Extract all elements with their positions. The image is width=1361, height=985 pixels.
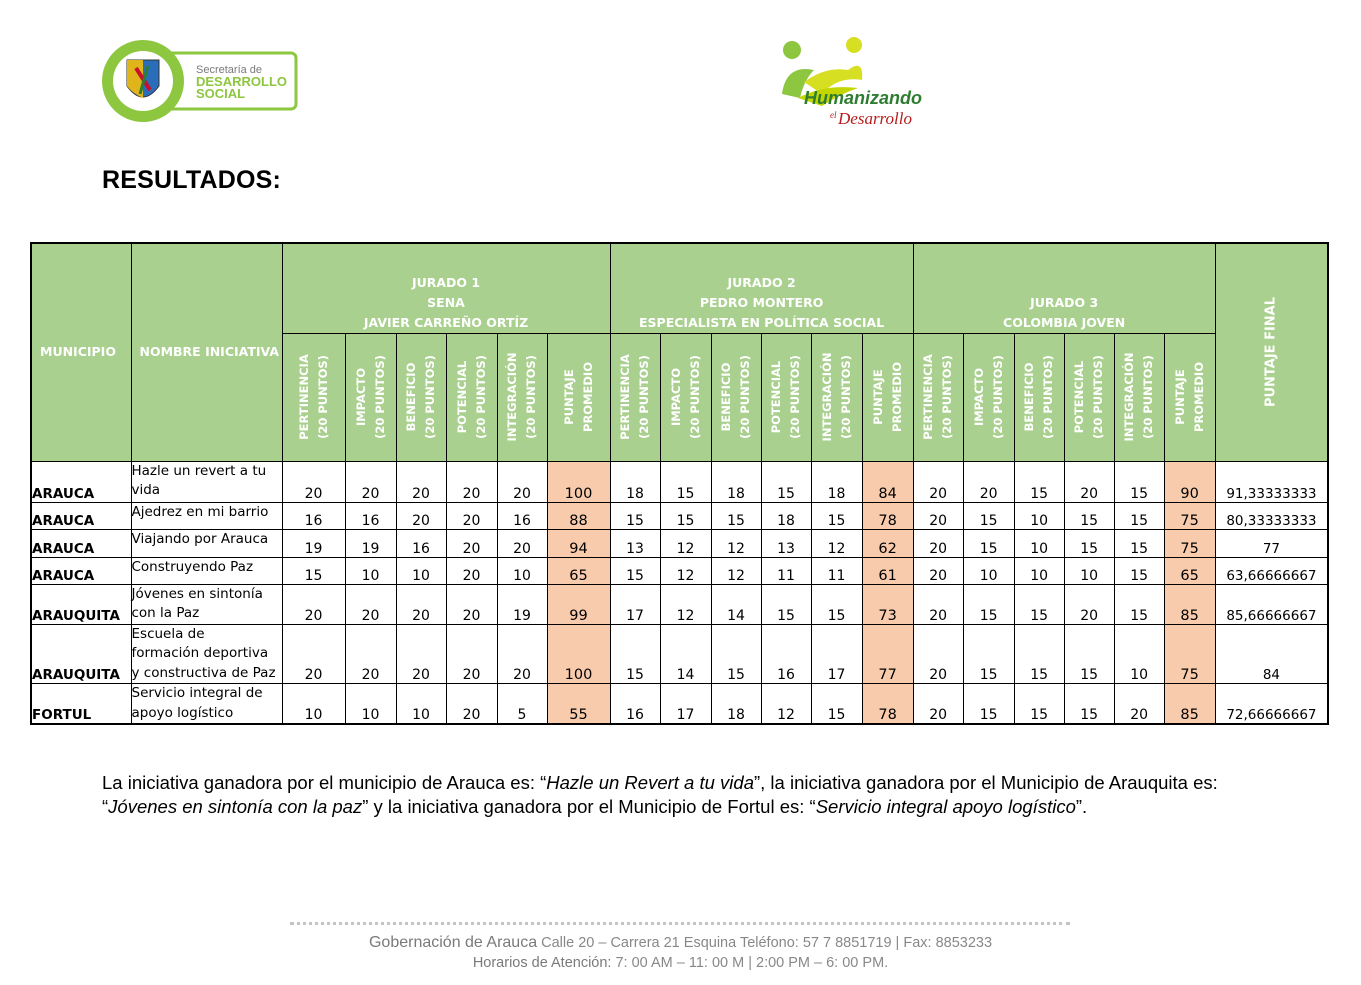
footer-address — [0, 934, 1361, 952]
iniciativa-cell — [131, 624, 282, 684]
score-cell: 10 — [396, 557, 446, 584]
score-cell: 12 — [761, 684, 811, 725]
criteria-label: (20 PUNTOS) — [687, 355, 702, 439]
criteria-label: (20 PUNTOS) — [1091, 355, 1106, 439]
criteria-label: (20 PUNTOS) — [473, 355, 488, 439]
score-cell: 20 — [345, 624, 396, 684]
score-cell: 11 — [811, 557, 862, 584]
criteria-header — [446, 333, 497, 461]
score-cell: 19 — [345, 529, 396, 557]
score-cell: 17 — [660, 684, 711, 725]
jurado-3-title: JURADO 3 — [1030, 294, 1099, 310]
score-cell: 16 — [761, 624, 811, 684]
iniciativa-line: Jóvenes en sintonía — [131, 585, 263, 602]
score-cell: 18 — [811, 461, 862, 502]
score-cell: 20 — [913, 684, 963, 725]
page-title: RESULTADOS: — [102, 166, 282, 194]
criteria-label: (20 PUNTOS) — [990, 355, 1005, 439]
iniciativa-line: con la Paz — [131, 605, 200, 621]
header-jurado-2 — [610, 243, 913, 333]
criteria-label: PUNTAJE — [561, 369, 576, 425]
footer-hours-text: 7: 00 AM – 11: 00 M | 2:00 PM – 6: 00 PM. — [611, 955, 889, 971]
score-cell: 12 — [811, 529, 862, 557]
score-cell: 15 — [660, 502, 711, 529]
score-cell: 15 — [1114, 529, 1164, 557]
footer-hours — [0, 955, 1361, 971]
score-cell: 20 — [396, 502, 446, 529]
score-cell: 20 — [913, 502, 963, 529]
criteria-label: (20 PUNTOS) — [838, 355, 853, 439]
svg-text:Humanizando: Humanizando — [804, 88, 923, 108]
criteria-header — [660, 333, 711, 461]
criteria-label: POTENCIAL — [1072, 360, 1087, 434]
score-cell: 10 — [396, 684, 446, 725]
winner-fortul: Servicio integral apoyo logístico — [815, 796, 1076, 817]
puntaje-promedio-cell: 61 — [862, 557, 913, 584]
criteria-label: BENEFICIO — [404, 362, 418, 432]
score-cell: 20 — [963, 461, 1014, 502]
score-cell: 19 — [282, 529, 345, 557]
score-cell: 20 — [1064, 461, 1114, 502]
puntaje-promedio-cell: 77 — [862, 624, 913, 684]
puntaje-promedio-cell: 84 — [862, 461, 913, 502]
criteria-header — [862, 333, 913, 461]
municipio-cell: ARAUCA — [31, 502, 131, 529]
criteria-header — [1114, 333, 1164, 461]
puntaje-promedio-cell: 78 — [862, 684, 913, 725]
criteria-label: (20 PUNTOS) — [372, 355, 387, 439]
results-table — [30, 242, 1329, 725]
score-cell: 20 — [446, 584, 497, 624]
score-cell: 20 — [396, 461, 446, 502]
table-row — [31, 502, 1328, 529]
score-cell: 20 — [446, 461, 497, 502]
score-cell: 20 — [446, 529, 497, 557]
jurado-1-org: SENA — [427, 294, 465, 310]
score-cell: 10 — [1064, 557, 1114, 584]
municipio-cell: ARAUCA — [31, 557, 131, 584]
score-cell: 15 — [1064, 624, 1114, 684]
score-cell: 15 — [963, 584, 1014, 624]
score-cell: 16 — [497, 502, 547, 529]
criteria-label: PUNTAJE — [870, 369, 885, 425]
score-cell: 15 — [1064, 684, 1114, 725]
score-cell: 16 — [345, 502, 396, 529]
footer-address-text: Calle 20 – Carrera 21 Esquina Teléfono: 57 7 8851719 | Fax: 8853233 — [537, 935, 993, 951]
score-cell: 20 — [446, 557, 497, 584]
criteria-label: PROMEDIO — [580, 362, 595, 432]
score-cell: 20 — [282, 461, 345, 502]
winner-arauca: Hazle un Revert a tu vida — [546, 772, 754, 793]
puntaje-promedio-cell: 90 — [1164, 461, 1215, 502]
header-puntaje-final — [1215, 243, 1328, 461]
score-cell: 15 — [1014, 461, 1064, 502]
score-cell: 12 — [711, 557, 761, 584]
score-cell: 15 — [761, 461, 811, 502]
score-cell: 12 — [660, 557, 711, 584]
iniciativa-cell — [131, 461, 282, 502]
criteria-label: PROMEDIO — [889, 362, 904, 432]
iniciativa-line: formación deportiva — [131, 645, 269, 661]
iniciativa-line: y constructiva de Paz — [131, 664, 276, 681]
score-cell: 18 — [761, 502, 811, 529]
puntaje-final-cell: 63,66666667 — [1215, 557, 1328, 584]
criteria-label: (20 PUNTOS) — [423, 355, 437, 439]
table-row — [31, 557, 1328, 584]
score-cell: 20 — [282, 584, 345, 624]
municipio-cell: ARAUCA — [31, 529, 131, 557]
score-cell: 15 — [660, 461, 711, 502]
score-cell: 15 — [811, 502, 862, 529]
score-cell: 20 — [913, 584, 963, 624]
criteria-header — [497, 333, 547, 461]
puntaje-promedio-cell: 65 — [547, 557, 610, 584]
score-cell: 15 — [610, 624, 660, 684]
criteria-header — [547, 333, 610, 461]
criteria-label: PERTINENCIA — [618, 354, 633, 440]
criteria-header — [1014, 333, 1064, 461]
iniciativa-line: Construyendo Paz — [131, 558, 254, 575]
score-cell: 10 — [1014, 529, 1064, 557]
jurado-2-title: JURADO 2 — [727, 274, 796, 290]
score-cell: 18 — [711, 461, 761, 502]
score-cell: 15 — [811, 584, 862, 624]
score-cell: 15 — [1014, 584, 1064, 624]
iniciativa-cell — [131, 684, 282, 725]
score-cell: 12 — [660, 529, 711, 557]
criteria-label: INTEGRACIÓN — [505, 352, 519, 442]
score-cell: 10 — [345, 684, 396, 725]
score-cell: 11 — [761, 557, 811, 584]
criteria-label: (20 PUNTOS) — [1041, 355, 1056, 439]
puntaje-promedio-cell: 85 — [1164, 584, 1215, 624]
score-cell: 10 — [345, 557, 396, 584]
score-cell: 19 — [497, 584, 547, 624]
svg-text:DESARROLLO: DESARROLLO — [196, 74, 287, 89]
criteria-header — [913, 333, 963, 461]
score-cell: 15 — [1114, 461, 1164, 502]
puntaje-final-cell: 80,33333333 — [1215, 502, 1328, 529]
score-cell: 20 — [497, 529, 547, 557]
footer-divider — [290, 922, 1070, 933]
conclusion-text-4: ”. — [1075, 796, 1088, 817]
municipio-cell: FORTUL — [31, 684, 131, 725]
puntaje-promedio-cell: 85 — [1164, 684, 1215, 725]
iniciativa-cell — [131, 502, 282, 529]
score-cell: 12 — [660, 584, 711, 624]
score-cell: 20 — [913, 529, 963, 557]
score-cell: 18 — [610, 461, 660, 502]
criteria-label: PERTINENCIA — [296, 354, 311, 440]
score-cell: 13 — [610, 529, 660, 557]
criteria-label: (20 PUNTOS) — [788, 355, 803, 439]
table-row — [31, 624, 1328, 684]
jurado-1-person: JAVIER CARREÑO ORTÍZ — [363, 314, 529, 330]
score-cell: 20 — [446, 502, 497, 529]
criteria-header — [761, 333, 811, 461]
secretaria-desarrollo-social-logo — [100, 38, 300, 124]
conclusion-paragraph — [102, 771, 1282, 819]
score-cell: 15 — [1064, 529, 1114, 557]
header-municipio: MUNICIPIO — [31, 243, 131, 461]
iniciativa-cell — [131, 584, 282, 624]
puntaje-promedio-cell: 99 — [547, 584, 610, 624]
municipio-cell: ARAUQUITA — [31, 624, 131, 684]
criteria-label: PUNTAJE — [1172, 369, 1187, 425]
score-cell: 15 — [1114, 557, 1164, 584]
header-jurado-3 — [913, 243, 1215, 333]
header-jurado-1 — [282, 243, 610, 333]
criteria-label: IMPACTO — [668, 367, 683, 427]
criteria-label: INTEGRACIÓN — [819, 352, 834, 442]
puntaje-promedio-cell: 75 — [1164, 624, 1215, 684]
table-row — [31, 529, 1328, 557]
iniciativa-line: Servicio integral de — [131, 685, 263, 701]
humanizando-desarrollo-logo — [778, 36, 936, 132]
table-row — [31, 584, 1328, 624]
criteria-label: POTENCIAL — [454, 360, 469, 434]
criteria-label: INTEGRACIÓN — [1122, 352, 1137, 442]
puntaje-promedio-cell: 55 — [547, 684, 610, 725]
score-cell: 15 — [1014, 684, 1064, 725]
footer-hours-label: Horarios de Atención: — [472, 955, 612, 971]
score-cell: 15 — [1064, 502, 1114, 529]
criteria-header — [711, 333, 761, 461]
score-cell: 10 — [1014, 502, 1064, 529]
score-cell: 17 — [811, 624, 862, 684]
criteria-label: (20 PUNTOS) — [315, 355, 330, 439]
iniciativa-cell — [131, 557, 282, 584]
footer-org: Gobernación de Arauca — [368, 934, 538, 951]
puntaje-promedio-cell: 88 — [547, 502, 610, 529]
score-cell: 15 — [811, 684, 862, 725]
criteria-label: POTENCIAL — [769, 360, 784, 434]
criteria-label: BENEFICIO — [1022, 362, 1037, 432]
puntaje-promedio-cell: 75 — [1164, 502, 1215, 529]
score-cell: 15 — [761, 584, 811, 624]
puntaje-promedio-cell: 94 — [547, 529, 610, 557]
svg-text:el: el — [830, 110, 837, 120]
criteria-label: (20 PUNTOS) — [940, 355, 955, 439]
score-cell: 14 — [711, 584, 761, 624]
score-cell: 20 — [1114, 684, 1164, 725]
score-cell: 15 — [711, 502, 761, 529]
table-row — [31, 684, 1328, 725]
criteria-header — [1064, 333, 1114, 461]
score-cell: 20 — [345, 461, 396, 502]
puntaje-promedio-cell: 78 — [862, 502, 913, 529]
score-cell: 15 — [1114, 584, 1164, 624]
criteria-header — [396, 333, 446, 461]
iniciativa-line: vida — [131, 482, 161, 498]
svg-text:Secretaría de: Secretaría de — [196, 64, 263, 76]
score-cell: 20 — [282, 624, 345, 684]
table-row — [31, 461, 1328, 502]
municipio-cell: ARAUQUITA — [31, 584, 131, 624]
score-cell: 10 — [497, 557, 547, 584]
conclusion-text-1: La iniciativa ganadora por el municipio de Arauca es: “ — [102, 772, 547, 793]
criteria-header — [610, 333, 660, 461]
criteria-header — [963, 333, 1014, 461]
score-cell: 20 — [345, 584, 396, 624]
score-cell: 20 — [497, 624, 547, 684]
score-cell: 20 — [913, 557, 963, 584]
criteria-label: (20 PUNTOS) — [637, 355, 652, 439]
conclusion-text-3: ” y la iniciativa ganadora por el Municipio de Fortul es: “ — [362, 796, 816, 817]
score-cell: 15 — [963, 529, 1014, 557]
score-cell: 17 — [610, 584, 660, 624]
municipio-cell: ARAUCA — [31, 461, 131, 502]
puntaje-promedio-cell: 65 — [1164, 557, 1215, 584]
iniciativa-line: apoyo logístico — [131, 704, 234, 721]
iniciativa-line: Hazle un revert a tu — [131, 462, 267, 479]
jurado-1-title: JURADO 1 — [411, 274, 481, 290]
score-cell: 13 — [761, 529, 811, 557]
score-cell: 10 — [282, 684, 345, 725]
puntaje-final-cell: 72,66666667 — [1215, 684, 1328, 725]
score-cell: 15 — [963, 684, 1014, 725]
criteria-label: BENEFICIO — [719, 362, 734, 432]
iniciativa-cell — [131, 529, 282, 557]
score-cell: 10 — [1114, 624, 1164, 684]
iniciativa-line: Viajando por Arauca — [131, 530, 269, 547]
iniciativa-line: Escuela de — [131, 625, 205, 642]
score-cell: 5 — [497, 684, 547, 725]
score-cell: 15 — [711, 624, 761, 684]
criteria-label: IMPACTO — [971, 367, 986, 427]
score-cell: 15 — [282, 557, 345, 584]
score-cell: 12 — [711, 529, 761, 557]
score-cell: 20 — [913, 624, 963, 684]
score-cell: 20 — [913, 461, 963, 502]
score-cell: 16 — [610, 684, 660, 725]
score-cell: 18 — [711, 684, 761, 725]
criteria-label: (20 PUNTOS) — [738, 355, 753, 439]
puntaje-final-cell: 85,66666667 — [1215, 584, 1328, 624]
puntaje-final-cell: 84 — [1215, 624, 1328, 684]
conclusion-text-2: ”, la iniciativa ganadora por el Municipio de Arauquita es: “ — [102, 772, 1218, 817]
score-cell: 20 — [446, 624, 497, 684]
criteria-header — [345, 333, 396, 461]
criteria-label: PERTINENCIA — [921, 354, 936, 440]
winner-arauquita: Jóvenes en sintonía con la paz — [108, 796, 363, 817]
puntaje-promedio-cell: 73 — [862, 584, 913, 624]
jurado-2-person: PEDRO MONTERO — [699, 294, 824, 310]
criteria-label: (20 PUNTOS) — [524, 355, 538, 439]
score-cell: 20 — [396, 584, 446, 624]
puntaje-final-label: PUNTAJE FINAL — [1263, 297, 1279, 408]
criteria-header — [282, 333, 345, 461]
header-nombre-iniciativa: NOMBRE INICIATIVA — [131, 243, 282, 461]
svg-text:SOCIAL: SOCIAL — [196, 86, 246, 101]
puntaje-promedio-cell: 100 — [547, 461, 610, 502]
score-cell: 15 — [963, 502, 1014, 529]
score-cell: 10 — [963, 557, 1014, 584]
score-cell: 15 — [1114, 502, 1164, 529]
iniciativa-line: Ajedrez en mi barrio — [131, 503, 269, 520]
puntaje-final-cell: 77 — [1215, 529, 1328, 557]
score-cell: 20 — [446, 684, 497, 725]
score-cell: 15 — [1014, 624, 1064, 684]
puntaje-promedio-cell: 100 — [547, 624, 610, 684]
score-cell: 15 — [610, 557, 660, 584]
score-cell: 20 — [1064, 584, 1114, 624]
score-cell: 16 — [282, 502, 345, 529]
score-cell: 14 — [660, 624, 711, 684]
jurado-2-role: ESPECIALISTA EN POLÍTICA SOCIAL — [639, 314, 885, 330]
svg-text:Desarrollo: Desarrollo — [838, 109, 912, 128]
criteria-label: (20 PUNTOS) — [1141, 355, 1156, 439]
puntaje-final-cell: 91,33333333 — [1215, 461, 1328, 502]
score-cell: 10 — [1014, 557, 1064, 584]
score-cell: 15 — [610, 502, 660, 529]
jurado-3-org: COLOMBIA JOVEN — [1003, 314, 1126, 330]
criteria-label: IMPACTO — [353, 367, 368, 427]
criteria-header — [811, 333, 862, 461]
score-cell: 20 — [497, 461, 547, 502]
score-cell: 20 — [396, 624, 446, 684]
criteria-header — [1164, 333, 1215, 461]
score-cell: 16 — [396, 529, 446, 557]
puntaje-promedio-cell: 75 — [1164, 529, 1215, 557]
criteria-label: PROMEDIO — [1191, 362, 1206, 432]
puntaje-promedio-cell: 62 — [862, 529, 913, 557]
score-cell: 15 — [963, 624, 1014, 684]
